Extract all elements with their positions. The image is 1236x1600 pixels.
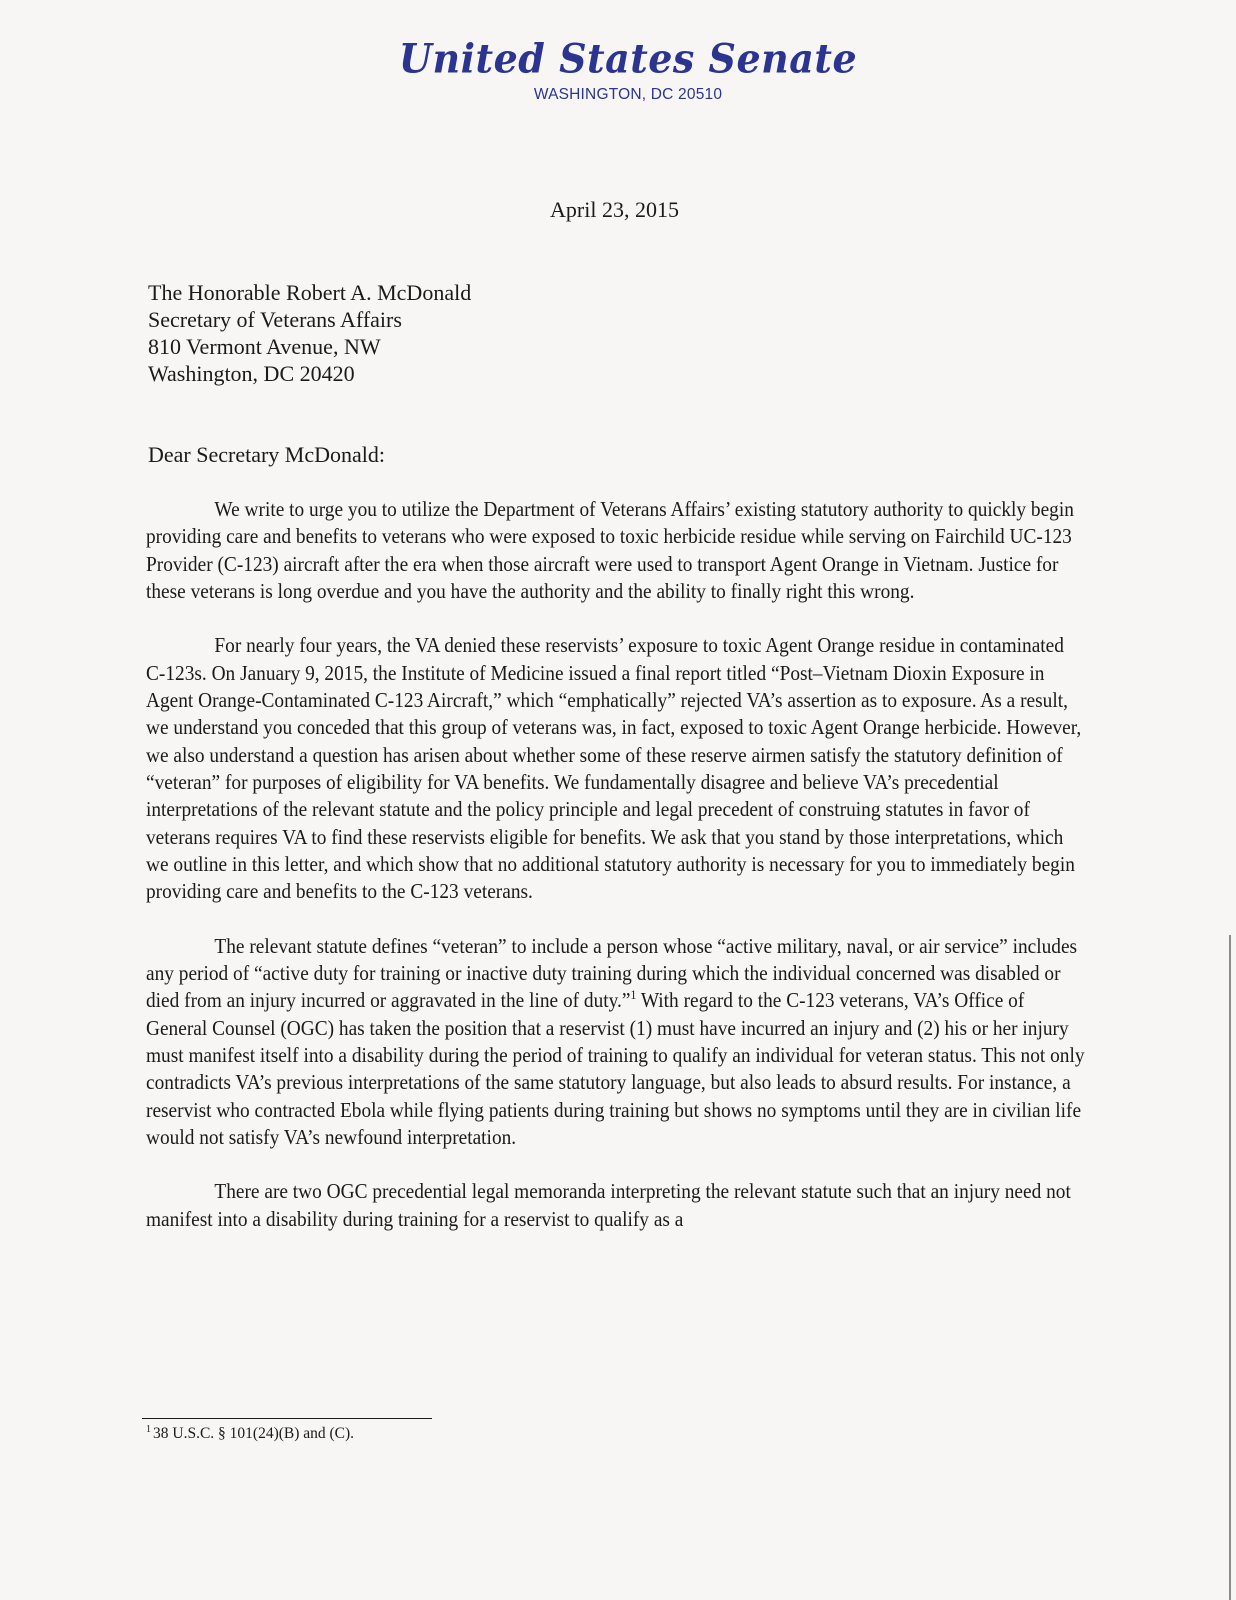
letterhead xyxy=(0,34,1236,104)
senate-address: WASHINGTON, DC 20510 xyxy=(533,86,723,103)
recipient-street: 810 Vermont Avenue, NW xyxy=(148,334,381,359)
body-paragraph-3 xyxy=(146,933,1087,1151)
body-paragraph-1: We write to urge you to utilize the Department of Veterans Affairs’ existing statutory authority to quickly begin providing care and benefits to veterans who were exposed to toxic herbicide residue while serving on Fairchild UC-123 Provider (C-123) aircraft after the era when those aircraft were used to transport Agent Orange in Vietnam. Justice for these veterans is long overdue and you have the authority and the ability to finally right this wrong. xyxy=(146,497,1074,603)
footnote-text: 38 U.S.C. § 101(24)(B) and (C). xyxy=(153,1425,355,1442)
footnote-number: 1 xyxy=(146,1423,151,1435)
paragraph-3-text-after: With regard to the C-123 veterans, VA’s Office of General Counsel (OGC) has taken the position that a reservist (1) must have incurred an injury and (2) his or her injury must manifest itself into a disability during the period of training to qualify an individual for veteran status. This not only contradicts VA’s previous interpretations of the same statutory language, but also leads to absurd results. For instance, a reservist who contracted Ebola while flying patients during training but shows no symptoms until they are in civilian life would not satisfy VA’s newfound interpretation. xyxy=(146,988,1085,1149)
body-paragraph-4: There are two OGC precedential legal memoranda interpreting the relevant statute such that an injury need not manifest into a disability during training for a reservist to qualify as a xyxy=(146,1179,1071,1231)
paragraph-3-text-before: The relevant statute defines “veteran” to include a person whose “active military, naval, or air service” includes any period of “active duty for training or inactive duty training during which the individual concerned was disabled or died from an injury incurred or aggravated in the line of duty.” xyxy=(146,933,1078,1013)
recipient-address-block xyxy=(148,279,471,387)
scan-edge-line xyxy=(1229,935,1231,1600)
footnote-divider xyxy=(142,1418,432,1419)
body-paragraph-2: For nearly four years, the VA denied these reservists’ exposure to toxic Agent Orange residue in contaminated C-123s. On January 9, 2015, the Institute of Medicine issued a final report titled “Post–Vietnam Dioxin Exposure in Agent Orange-Contaminated C-123 Aircraft,” which “emphatically” rejected VA’s assertion as to exposure. As a result, we understand you conceded that this group of veterans was, in fact, exposed to toxic Agent Orange herbicide. However, we also understand a question has arisen about whether some of these reserve airmen satisfy the statutory definition of “veteran” for purposes of eligibility for VA benefits. We fundamentally disagree and believe VA’s precedential interpretations of the relevant statute and the policy principle and legal precedent of construing statutes in favor of veterans requires VA to find these reservists eligible for benefits. We ask that you stand by those interpretations, which we outline in this letter, and which show that no additional statutory authority is necessary for you to immediately begin providing care and benefits to the C-123 veterans. xyxy=(146,633,1082,904)
recipient-title: Secretary of Veterans Affairs xyxy=(148,307,402,332)
salutation: Dear Secretary McDonald: xyxy=(148,442,386,467)
senate-title: United States Senate xyxy=(398,34,858,83)
letter-date: April 23, 2015 xyxy=(550,197,679,222)
footnote-reference[interactable]: 1 xyxy=(630,987,637,1003)
footnote-1 xyxy=(146,1425,354,1443)
letter-body xyxy=(146,496,1085,1233)
recipient-city: Washington, DC 20420 xyxy=(148,361,355,386)
recipient-name: The Honorable Robert A. McDonald xyxy=(148,280,472,305)
